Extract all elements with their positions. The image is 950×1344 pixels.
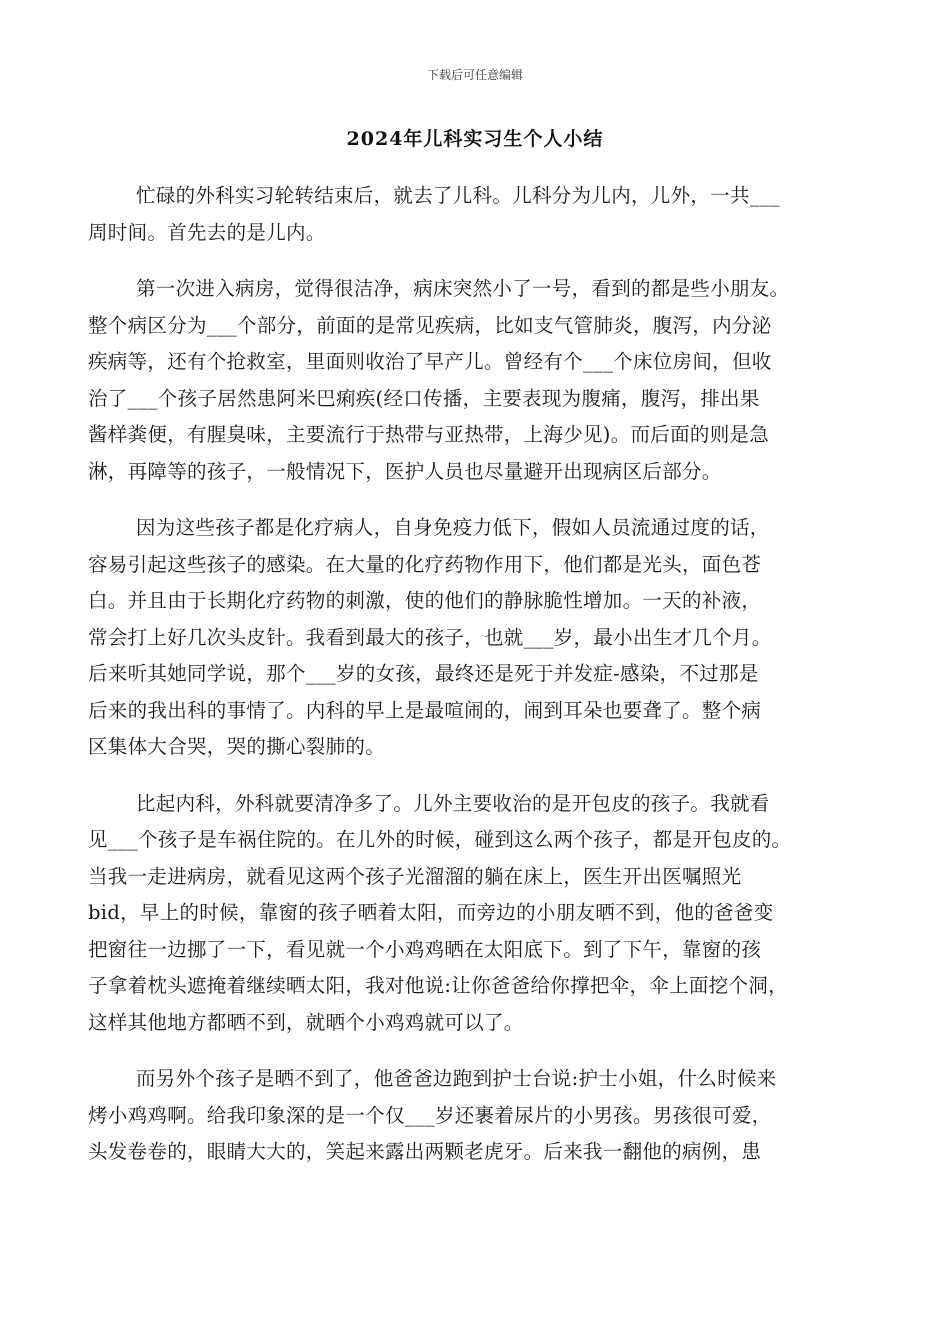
paragraph bbox=[88, 1061, 863, 1171]
text-line: 酱样粪便，有腥臭味，主要流行于热带与亚热带，上海少见)。而后面的则是急 bbox=[88, 423, 770, 446]
text-line: 整个病区分为___个部分，前面的是常见疾病，比如支气管肺炎，腹泻，内分泌 bbox=[88, 313, 772, 337]
text-line: 烤小鸡鸡啊。给我印象深的是一个仅___岁还裹着尿片的小男孩。男孩很可爱， bbox=[88, 1103, 772, 1127]
text-line: 因为这些孩子都是化疗病人，自身免疫力低下，假如人员流通过度的话， bbox=[136, 516, 770, 539]
text-line: 治了___个孩子居然患阿米巴痢疾(经口传播，主要表现为腹痛，腹泻，排出果 bbox=[88, 386, 760, 410]
text-line: 后来的我出科的事情了。内科的早上是最喧闹的，闹到耳朵也要聋了。整个病 bbox=[88, 698, 762, 722]
text-line: 周时间。首先去的是儿内。 bbox=[88, 220, 326, 244]
text-line: 后来听其她同学说，那个___岁的女孩，最终还是死于并发症-感染，不过那是 bbox=[88, 662, 759, 685]
text-line: 而另外个孩子是晒不到了，他爸爸边跑到护士台说:护士小姐，什么时候来 bbox=[136, 1067, 777, 1090]
text-line: 头发卷卷的，眼睛大大的，笑起来露出两颗老虎牙。后来我一翻他的病例，患 bbox=[88, 1140, 762, 1163]
text-line: 疾病等，还有个抢救室，里面则收治了早产儿。曾经有个___个床位房间，但收 bbox=[88, 350, 772, 373]
text-line: 忙碌的外科实习轮转结束后，就去了儿科。儿科分为儿内，儿外，一共___ bbox=[136, 184, 780, 207]
text-line: 白。并且由于长期化疗药物的刺激，使的他们的静脉脆性增加。一天的补液， bbox=[88, 589, 762, 612]
text-line: 淋，再障等的孩子，一般情况下，医护人员也尽量避开出现病区后部分。 bbox=[88, 459, 722, 483]
text-line: 把窗往一边挪了一下，看见就一个小鸡鸡晒在太阳底下。到了下午，靠窗的孩 bbox=[88, 937, 762, 961]
text-line: 第一次进入病房，觉得很洁净，病床突然小了一号，看到的都是些小朋友。 bbox=[136, 277, 790, 300]
document-body bbox=[88, 178, 863, 1191]
header-note: 下载后可任意编辑 bbox=[426, 68, 523, 82]
paragraph bbox=[88, 786, 863, 1042]
text-line: 当我一走进病房，就看见这两个孩子光溜溜的躺在床上，医生开出医嘱照光 bbox=[88, 864, 742, 888]
paragraph bbox=[88, 510, 863, 766]
text-line: 常会打上好几次头皮针。我看到最大的孩子，也就___岁，最小出生才几个月。 bbox=[88, 625, 772, 649]
text-line: 区集体大合哭，哭的撕心裂肺的。 bbox=[88, 735, 386, 758]
paragraph bbox=[88, 178, 863, 251]
text-line: 容易引起这些孩子的感染。在大量的化疗药物作用下，他们都是光头，面色苍 bbox=[88, 552, 762, 576]
document-title: 2024年儿科实习生个人小结 bbox=[346, 128, 604, 150]
text-line: 这样其他地方都晒不到，就晒个小鸡鸡就可以了。 bbox=[88, 1010, 524, 1034]
text-line: 子拿着枕头遮掩着继续晒太阳，我对他说:让你爸爸给你撑把伞，伞上面挖个洞， bbox=[88, 974, 788, 997]
text-line: 比起内科，外科就要清净多了。儿外主要收治的是开包皮的孩子。我就看 bbox=[136, 791, 770, 815]
text-line: 见___个孩子是车祸住院的。在儿外的时候，碰到这么两个孩子，都是开包皮的。 bbox=[88, 828, 792, 851]
paragraph bbox=[88, 271, 863, 490]
text-line: bid，早上的时候，靠窗的孩子晒着太阳，而旁边的小朋友晒不到，他的爸爸变 bbox=[88, 901, 774, 924]
